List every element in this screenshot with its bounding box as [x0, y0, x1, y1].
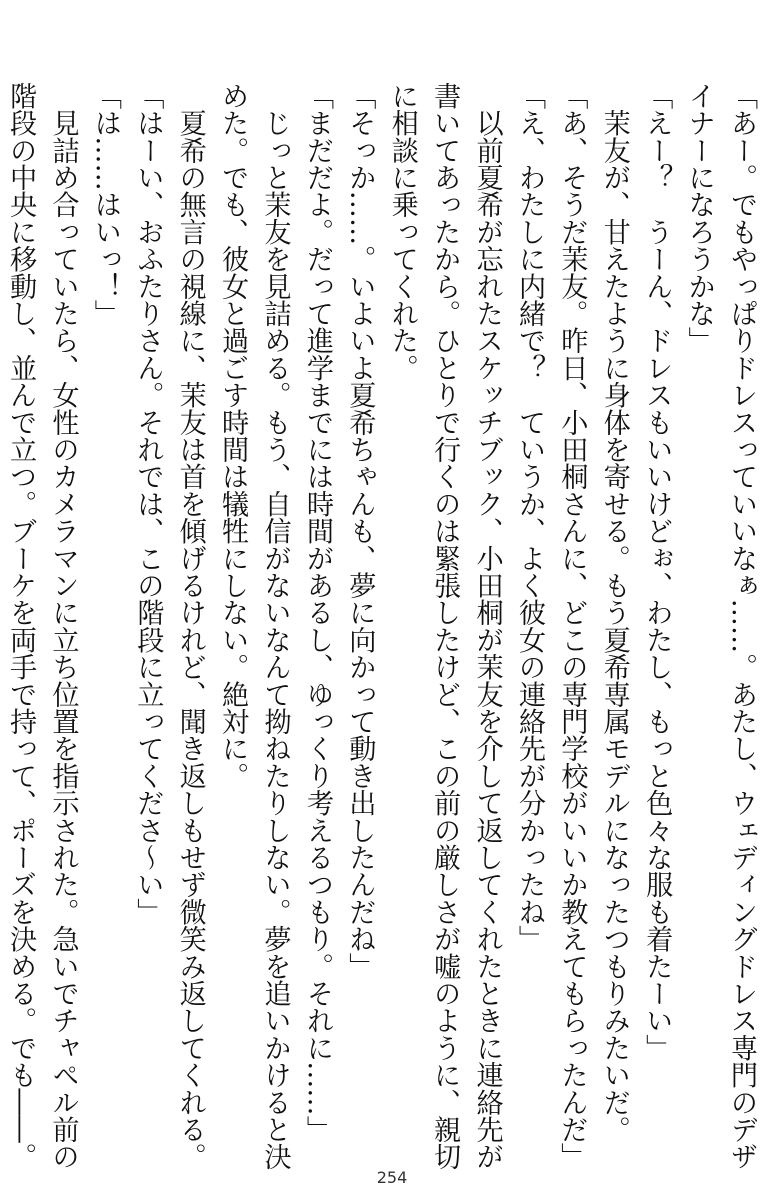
text-line: に相談に乗ってくれた。 [386, 82, 418, 382]
text-line: 「はーい、おふたりさん。それでは、この階段に立ってくださ～い」 [132, 82, 164, 926]
text-line: 階段の中央に移動し、並んで立つ。ブーケを両手で持って、ポーズを決める。でも――。 [5, 82, 37, 1170]
text-line: 書いてあったから。ひとりで行くのは緊張したけど、この前の厳しさが嘘のように、親切 [429, 82, 461, 1170]
text-line: めた。でも、彼女と過ごす時間は犠牲にしない。絶対に。 [217, 82, 249, 790]
page-number: 254 [376, 1168, 408, 1187]
text-line: 以前夏希が忘れたスケッチブック、小田桐が茉友を介して返してくれたときに連絡先が [471, 82, 503, 1170]
text-line: 「え、わたしに内緒で？ ていうか、よく彼女の連絡先が分かったね」 [513, 82, 545, 953]
text-line: 「まだだよ。だって進学までには時間があるし、ゆっくり考えるつもり。それに……」 [301, 82, 333, 1143]
text-line: 夏希の無言の視線に、茉友は首を傾げるけれど、聞き返しもせず微笑み返してくれる。 [174, 82, 206, 1170]
text-line: 「あー。でもやっぱりドレスっていいなぁ……。あたし、ウェディングドレス専門のデザ [726, 82, 757, 1170]
text-line: 「は……はいっ！」 [89, 82, 121, 327]
text-line: 見詰め合っていたら、女性のカメラマンに立ち位置を指示された。急いでチャペル前の [47, 82, 79, 1170]
text-line: じっと茉友を見詰める。もう、自信がないなんて拗ねたりしない。夢を追いかけると決 [259, 82, 291, 1170]
text-line: 茉友が、甘えたように身体を寄せる。もう夏希専属モデルになったつもりみたいだ。 [598, 82, 630, 1143]
text-line: イナーになろうかな」 [683, 82, 715, 354]
text-line: 「あ、そうだ茉友。昨日、小田桐さんに、どこの専門学校がいいか教えてもらったんだ」 [556, 82, 588, 1170]
text-line: 「えー？ うーん、ドレスもいいけどぉ、わたし、もっと色々な服も着たーい」 [641, 82, 673, 1062]
text-line: 「そっか……。いよいよ夏希ちゃんも、夢に向かって動き出したんだね」 [344, 82, 376, 980]
novel-text-block [5, 82, 762, 1170]
